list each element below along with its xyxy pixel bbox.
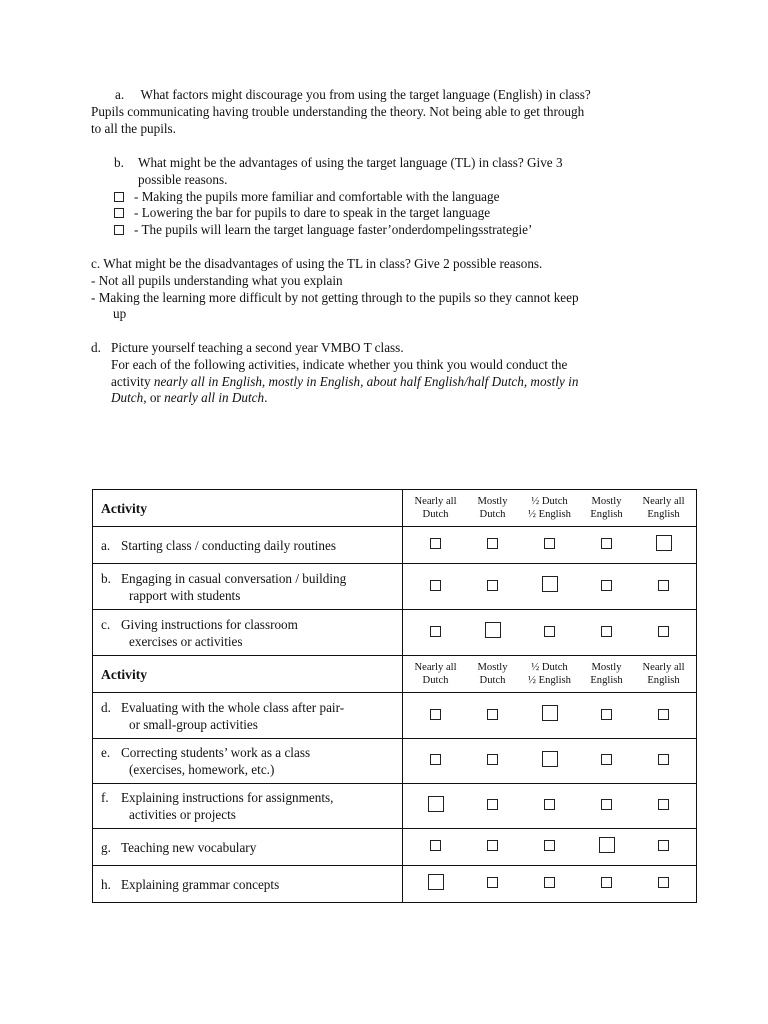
option-header-4	[635, 495, 692, 521]
option-header-line: Mostly	[477, 496, 508, 507]
activity-label: b.	[101, 570, 111, 586]
checkbox[interactable]	[487, 754, 498, 765]
table-row	[93, 739, 697, 784]
option-cell	[521, 875, 578, 893]
options-cell	[403, 784, 697, 829]
question-d-prompt-line-1: d. Picture yourself teaching a second year VMBO T class.	[91, 340, 404, 355]
checkbox[interactable]	[601, 877, 612, 888]
checkbox[interactable]	[430, 538, 441, 549]
option-cell	[464, 578, 521, 596]
checkbox[interactable]	[601, 799, 612, 810]
option-header-line: Mostly	[477, 662, 508, 673]
activity-text-continued: or small-group activities	[129, 716, 258, 732]
checkbox[interactable]	[430, 709, 441, 720]
option-header-line: Nearly all	[642, 662, 685, 673]
option-cell	[578, 578, 635, 596]
option-cell	[578, 536, 635, 554]
question-b-answer-1: - Making the pupils more familiar and comfortable with the language	[114, 189, 563, 206]
options-cell	[403, 866, 697, 903]
checkbox[interactable]	[601, 754, 612, 765]
options-header-cell	[403, 656, 697, 693]
question-a-text: What factors might discourage you from using the target language (English) in class?	[140, 87, 591, 102]
option-cell	[521, 536, 578, 554]
option-header-1	[464, 661, 521, 687]
option-cell	[407, 838, 464, 856]
activity-cell	[93, 693, 403, 739]
option-header-line: Dutch	[479, 509, 506, 520]
checkbox[interactable]	[658, 709, 669, 720]
option-cell	[578, 624, 635, 642]
option-header-line: Nearly all	[642, 496, 685, 507]
option-header-2	[521, 495, 578, 521]
activity-text: Correcting students’ work as a class	[121, 745, 311, 760]
option-cell	[635, 838, 692, 856]
option-cell	[464, 536, 521, 554]
question-c-answer-line-3: up	[113, 306, 127, 322]
option-header-line: English	[647, 675, 680, 686]
question-d-prompt-line-2: For each of the following activities, indicate whether you think you would conduct the	[111, 356, 568, 372]
activity-header: Activity	[101, 666, 148, 682]
checkbox[interactable]	[487, 799, 498, 810]
checkbox[interactable]	[658, 754, 669, 765]
question-c-answer-line-1: - Not all pupils understanding what you explain	[91, 272, 343, 288]
activity-text: Explaining instructions for assignments,	[121, 790, 334, 805]
option-cell	[578, 707, 635, 725]
activities-table	[92, 489, 697, 903]
option-cell	[407, 578, 464, 596]
option-header-line: Dutch	[479, 675, 506, 686]
option-cell	[521, 751, 578, 772]
option-cell	[464, 622, 521, 643]
option-header-2	[521, 661, 578, 687]
activity-cell	[93, 564, 403, 610]
option-header-line: Mostly	[591, 496, 622, 507]
activity-text: Starting class / conducting daily routines	[121, 537, 336, 553]
activity-cell	[93, 739, 403, 784]
option-cell	[521, 838, 578, 856]
activity-label: c.	[101, 616, 111, 632]
checkbox[interactable]	[430, 580, 441, 591]
question-b-label: b.	[114, 155, 124, 170]
option-header-line: ½ Dutch	[531, 496, 568, 507]
checkbox[interactable]	[487, 877, 498, 888]
question-d-label: d.	[91, 340, 101, 355]
activity-text: Explaining grammar concepts	[121, 876, 280, 892]
question-c-prompt: c. What might be the disadvantages of using the TL in class? Give 2 possible reasons.	[91, 256, 543, 271]
checkbox[interactable]	[658, 626, 669, 637]
table-row	[93, 527, 697, 564]
question-b-prompt-line-1: b. What might be the advantages of using the target language (TL) in class? Give 3	[114, 155, 563, 170]
checkbox[interactable]	[430, 754, 441, 765]
option-cell	[635, 752, 692, 770]
question-a-answer-line-1: Pupils communicating having trouble understanding the theory. Not being able to get through	[91, 103, 585, 119]
table-row	[93, 610, 697, 656]
checkbox[interactable]	[487, 538, 498, 549]
option-header-line: English	[590, 675, 623, 686]
selected-checkbox[interactable]	[599, 837, 615, 853]
option-cell	[464, 838, 521, 856]
question-b	[114, 155, 563, 239]
option-cell	[578, 797, 635, 815]
activity-label: g.	[101, 839, 111, 855]
question-c-label: c.	[91, 256, 101, 271]
options-header-cell	[403, 490, 697, 527]
selected-checkbox[interactable]	[542, 751, 558, 767]
checkbox[interactable]	[544, 877, 555, 888]
option-header-line: ½ English	[528, 509, 571, 520]
option-header-line: English	[590, 509, 623, 520]
question-c-answer-line-2: - Making the learning more difficult by not getting through to the pupils so they cannot keep	[91, 289, 579, 305]
activity-text-continued: rapport with students	[129, 587, 241, 603]
checkbox[interactable]	[658, 840, 669, 851]
activity-cell	[93, 866, 403, 903]
option-header-line: ½ Dutch	[531, 662, 568, 673]
checkbox[interactable]	[658, 580, 669, 591]
activity-label: d.	[101, 699, 111, 715]
question-b-prompt-line-2: possible reasons.	[138, 171, 228, 187]
selected-checkbox[interactable]	[485, 622, 501, 638]
question-d-prompt-line-4: Dutch, or nearly all in Dutch.	[111, 390, 268, 406]
checkbox-icon	[114, 225, 124, 235]
option-cell	[464, 752, 521, 770]
option-header-line: Nearly all	[414, 662, 457, 673]
selected-checkbox[interactable]	[542, 576, 558, 592]
option-cell	[464, 707, 521, 725]
activity-label: e.	[101, 745, 111, 760]
activity-text: Teaching new vocabulary	[121, 839, 257, 855]
table-row	[93, 564, 697, 610]
option-cell	[635, 797, 692, 815]
activity-header-cell	[93, 490, 403, 527]
option-cell	[464, 875, 521, 893]
question-a-answer-line-2: to all the pupils.	[91, 120, 176, 136]
question-a	[91, 87, 591, 137]
question-b-answer-2: - Lowering the bar for pupils to dare to speak in the target language	[114, 205, 563, 222]
option-header-4	[635, 661, 692, 687]
checkbox[interactable]	[430, 840, 441, 851]
activity-text: Engaging in casual conversation / building	[121, 570, 347, 586]
options-cell	[403, 564, 697, 610]
question-d	[91, 340, 578, 407]
activity-header: Activity	[101, 500, 148, 516]
question-a-prompt	[91, 87, 591, 104]
checkbox[interactable]	[487, 840, 498, 851]
checkbox[interactable]	[487, 709, 498, 720]
option-header-3	[578, 495, 635, 521]
option-cell	[635, 535, 692, 556]
option-header-line: Dutch	[422, 509, 449, 520]
checkbox[interactable]	[544, 538, 555, 549]
activity-label: a.	[101, 537, 111, 553]
checkbox[interactable]	[430, 626, 441, 637]
option-cell	[464, 797, 521, 815]
options-cell	[403, 693, 697, 739]
activity-cell	[93, 784, 403, 829]
activity-text: Giving instructions for classroom	[121, 616, 298, 632]
activity-text-continued: activities or projects	[129, 807, 236, 822]
activity-label: f.	[101, 790, 109, 805]
option-cell	[578, 752, 635, 770]
option-cell	[578, 875, 635, 893]
options-cell	[403, 610, 697, 656]
option-header-line: Nearly all	[414, 496, 457, 507]
activity-text: Evaluating with the whole class after pair-	[121, 699, 345, 715]
question-d-prompt-line-3: activity nearly all in English, mostly in English, about half English/half Dutch, mostly in	[111, 373, 579, 389]
checkbox[interactable]	[544, 626, 555, 637]
selected-checkbox[interactable]	[656, 535, 672, 551]
checkbox[interactable]	[601, 709, 612, 720]
option-header-line: Mostly	[591, 662, 622, 673]
option-cell	[521, 576, 578, 597]
checkbox-icon	[114, 192, 124, 202]
selected-checkbox[interactable]	[428, 874, 444, 890]
table-row	[93, 829, 697, 866]
question-a-label: a.	[115, 87, 125, 102]
question-b-answer-3: - The pupils will learn the target language faster’onderdompelingsstrategie’	[114, 222, 563, 239]
activity-label: h.	[101, 876, 111, 892]
activity-header-cell	[93, 656, 403, 693]
option-cell	[521, 797, 578, 815]
table-header-row	[93, 490, 697, 527]
option-header-1	[464, 495, 521, 521]
option-cell	[521, 624, 578, 642]
activity-text-continued: exercises or activities	[129, 633, 243, 649]
options-cell	[403, 739, 697, 784]
option-cell	[407, 752, 464, 770]
checkbox[interactable]	[658, 799, 669, 810]
option-header-0	[407, 661, 464, 687]
table-row	[93, 693, 697, 739]
checkbox[interactable]	[487, 580, 498, 591]
checkbox[interactable]	[658, 877, 669, 888]
option-cell	[407, 796, 464, 817]
options-cell	[403, 527, 697, 564]
activity-cell	[93, 610, 403, 656]
checkbox[interactable]	[601, 580, 612, 591]
selected-checkbox[interactable]	[428, 796, 444, 812]
option-cell	[578, 837, 635, 858]
activity-cell	[93, 527, 403, 564]
option-cell	[407, 624, 464, 642]
checkbox[interactable]	[601, 538, 612, 549]
table-row	[93, 866, 697, 903]
question-c	[91, 256, 579, 323]
checkbox[interactable]	[544, 799, 555, 810]
option-header-line: Dutch	[422, 675, 449, 686]
checkbox-icon	[114, 208, 124, 218]
activity-text-continued: (exercises, homework, etc.)	[129, 762, 275, 777]
checkbox[interactable]	[544, 840, 555, 851]
option-cell	[407, 874, 464, 895]
table-header-row	[93, 656, 697, 693]
checkbox[interactable]	[601, 626, 612, 637]
table-row	[93, 784, 697, 829]
option-cell	[635, 578, 692, 596]
option-cell	[635, 624, 692, 642]
activity-cell	[93, 829, 403, 866]
options-cell	[403, 829, 697, 866]
option-cell	[521, 705, 578, 726]
option-header-line: ½ English	[528, 675, 571, 686]
selected-checkbox[interactable]	[542, 705, 558, 721]
option-cell	[635, 875, 692, 893]
option-cell	[407, 536, 464, 554]
option-cell	[407, 707, 464, 725]
option-header-3	[578, 661, 635, 687]
option-cell	[635, 707, 692, 725]
option-header-0	[407, 495, 464, 521]
option-header-line: English	[647, 509, 680, 520]
